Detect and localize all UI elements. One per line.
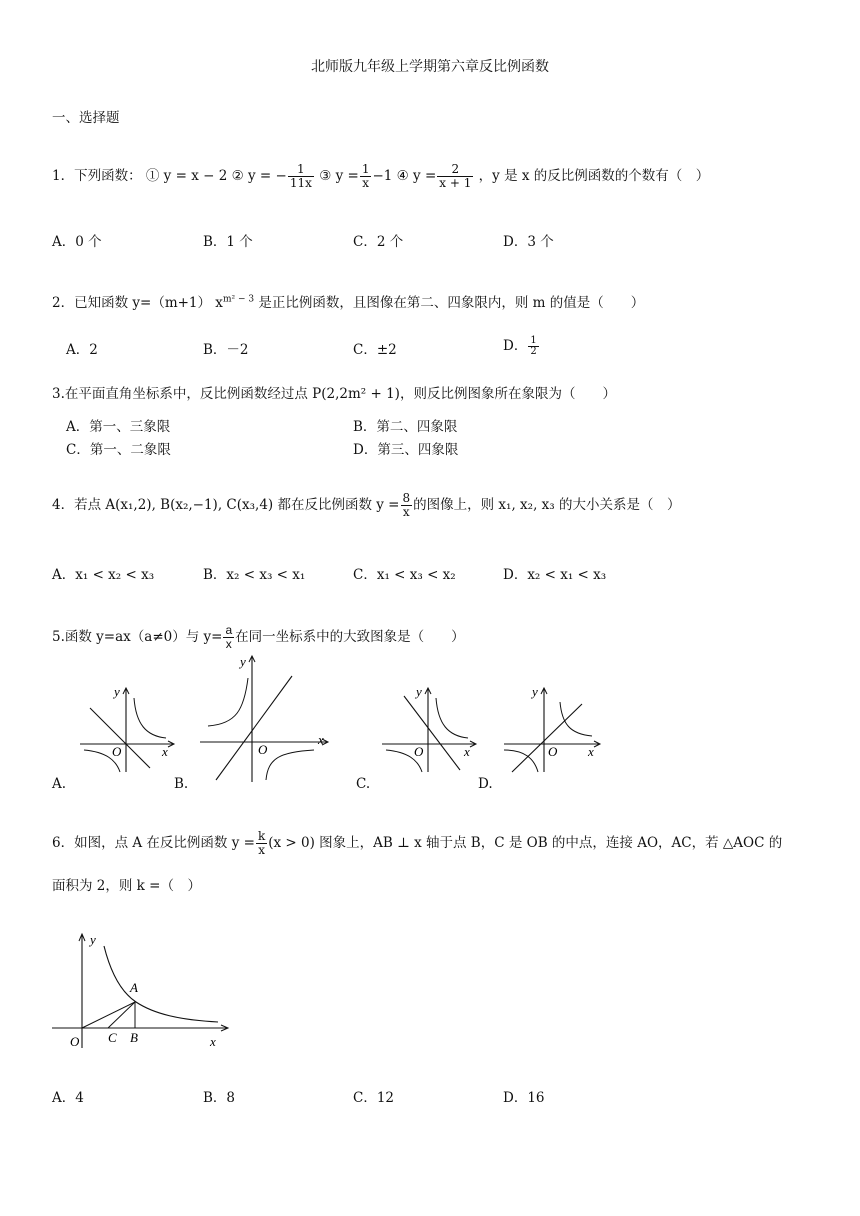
q5-graph-a[interactable] — [76, 684, 176, 774]
question-1: 1．下列函数： ① y = x − 2 ② y = − $\frac{1}{11x}$ ③ y = $\frac{1}{x}$ −1 ④ y = $\frac{2}{x + 1}$ ，y 是 x 的反比例函数的个数有（ ） — [52, 162, 710, 190]
svg-text:y: y — [240, 654, 246, 669]
q3-option-a[interactable]: A．第一、三象限 — [66, 419, 171, 435]
q1-option-c[interactable]: C．2 个 — [353, 234, 404, 250]
q6-figure — [50, 930, 240, 1052]
svg-text:y: y — [532, 684, 538, 699]
svg-text:x: x — [162, 744, 168, 759]
q5-label-b[interactable]: B. — [174, 776, 189, 792]
q1-prefix: 1．下列函数： — [52, 168, 142, 184]
q1-suffix: ，y 是 x 的反比例函数的个数有（ ） — [478, 168, 710, 184]
q6-label-b: B — [130, 1030, 138, 1045]
q5-graph-b[interactable] — [196, 654, 332, 784]
svg-text:O: O — [548, 744, 558, 759]
q1-func-4: ④ y = — [396, 168, 437, 184]
page-title: 北师版九年级上学期第六章反比例函数 — [311, 59, 549, 75]
q4-option-d[interactable]: D．x₂ < x₁ < x₃ — [503, 567, 607, 583]
q5-label-a[interactable]: A. — [52, 776, 67, 792]
q3-option-b[interactable]: B．第二、四象限 — [353, 419, 458, 435]
q1-func-3: ③ y = — [319, 168, 359, 184]
q3-option-c[interactable]: C．第一、二象限 — [66, 442, 171, 458]
q1-func-1: ① y = x − 2 — [145, 168, 228, 184]
q6-label-y: y — [90, 932, 96, 947]
q5-graph-d[interactable] — [500, 684, 604, 774]
q5-label-c[interactable]: C. — [356, 776, 371, 792]
question-4: 4．若点 A(x₁,2), B(x₂,−1), C(x₃,4) 都在反比例函数 y = $\frac{8}{x}$ 的图像上，则 x₁, x₂, x₃ 的大小关系是（ ） — [52, 491, 681, 519]
q2-option-b[interactable]: B．－2 — [203, 342, 249, 358]
svg-text:O: O — [258, 742, 268, 757]
svg-text:x: x — [318, 732, 324, 747]
question-6: 6．如图，点 A 在反比例函数 y = $\frac{k}{x}$ (x > 0) 图象上，AB ⊥ x 轴于点 B，C 是 OB 的中点，连接 AO，AC，若 △AOC 的 — [52, 829, 783, 857]
q6-option-d[interactable]: D．16 — [503, 1090, 545, 1106]
q6-label-a: A — [130, 980, 138, 995]
svg-text:y: y — [114, 684, 120, 699]
q1-option-d[interactable]: D．3 个 — [503, 234, 554, 250]
svg-text:x: x — [588, 744, 594, 759]
q1-frac-3: $\frac{1}{x}$ — [361, 162, 370, 190]
q5-label-d[interactable]: D. — [478, 776, 493, 792]
question-2: 2．已知函数 y=（m+1） $x^{m^2 - 3}$ 是正比例函数，且图像在第二、四象限内，则 m 的值是（ ） — [52, 294, 645, 311]
q6-label-x: x — [210, 1034, 216, 1049]
q2-option-d[interactable]: D． $\frac{1}{2}$ — [503, 335, 537, 357]
svg-text:y: y — [416, 684, 422, 699]
q1-option-b[interactable]: B．1 个 — [203, 234, 253, 250]
q4-option-b[interactable]: B．x₂ < x₃ < x₁ — [203, 567, 306, 583]
q6-option-b[interactable]: B．8 — [203, 1090, 236, 1106]
q4-option-a[interactable]: A．x₁ < x₂ < x₃ — [52, 567, 155, 583]
q6-option-a[interactable]: A．4 — [52, 1090, 84, 1106]
q4-option-c[interactable]: C．x₁ < x₃ < x₂ — [353, 567, 456, 583]
q1-func-2: ② y = − — [231, 168, 287, 184]
question-5: 5.函数 y=ax（a≠0）与 y= $\frac{a}{x}$ 在同一坐标系中的大致图象是（ ） — [52, 623, 465, 651]
question-3: 3.在平面直角坐标系中，反比例函数经过点 P(2,2m² + 1)，则反比例图象所在象限为（ ） — [52, 386, 616, 402]
svg-text:O: O — [414, 744, 424, 759]
q1-option-a[interactable]: A．0 个 — [52, 234, 102, 250]
q1-frac-2: $\frac{1}{11x}$ — [289, 162, 312, 190]
q2-exponent: m² − 3 — [222, 294, 255, 305]
q5-graph-c[interactable] — [378, 684, 478, 774]
q1-frac-4: $\frac{2}{x + 1}$ — [439, 162, 472, 190]
q6-option-c[interactable]: C．12 — [353, 1090, 395, 1106]
question-6-cont: 面积为 2，则 k =（ ） — [52, 878, 201, 894]
q2-option-c[interactable]: C．±2 — [353, 342, 397, 358]
q3-option-d[interactable]: D．第三、四象限 — [353, 442, 459, 458]
section-heading: 一、选择题 — [52, 110, 120, 126]
q6-label-c: C — [108, 1030, 117, 1045]
svg-text:x: x — [464, 744, 470, 759]
svg-text:O: O — [112, 744, 122, 759]
q2-option-a[interactable]: A．2 — [66, 342, 98, 358]
q6-label-o: O — [70, 1034, 80, 1049]
